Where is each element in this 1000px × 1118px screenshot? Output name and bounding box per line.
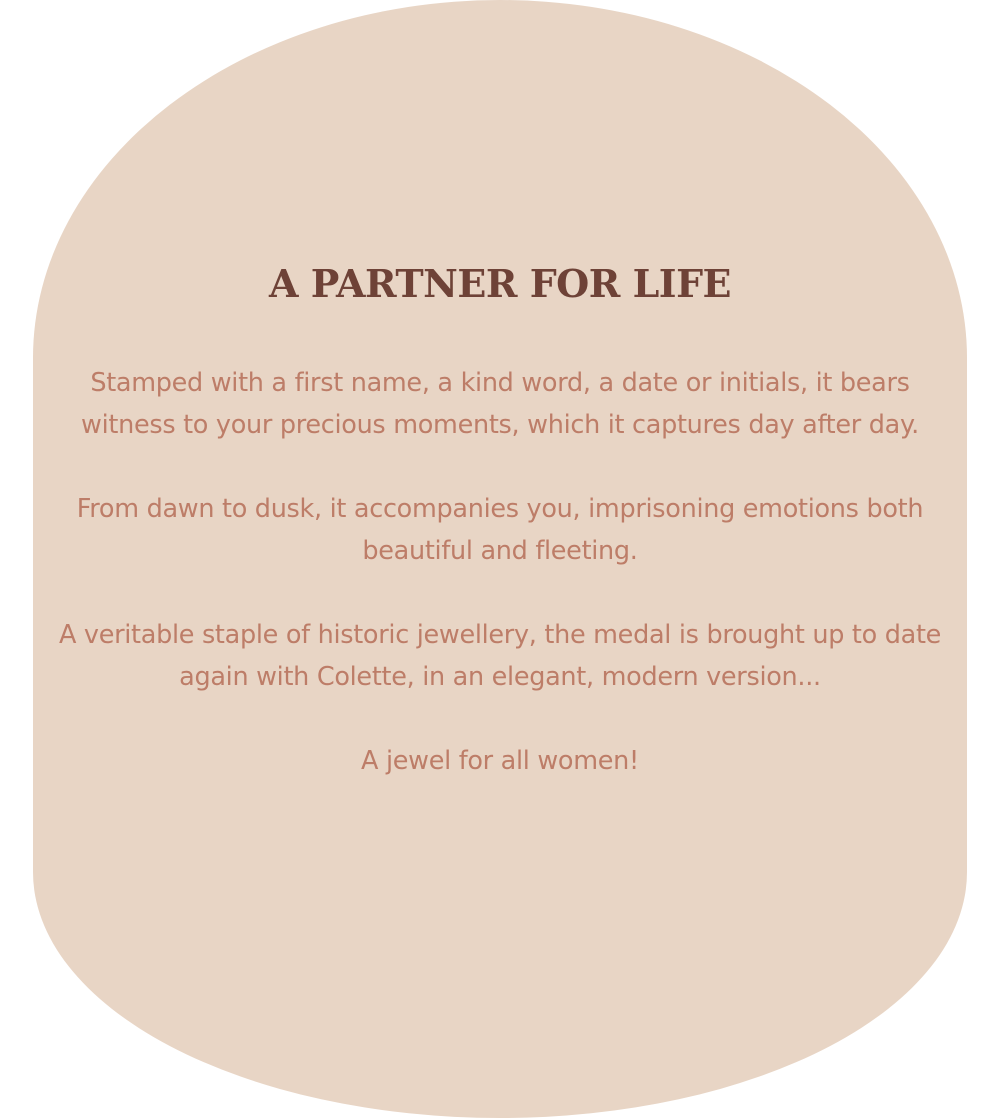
- card-paragraph-1: Stamped with a first name, a kind word, a date or initials, it bears witness to your precious moments, which it captures day after day.: [81, 368, 919, 440]
- card-paragraph-3: A veritable staple of historic jewellery, the medal is brought up to date again with Colette, in an elegant, modern version...: [58, 620, 942, 692]
- card-paragraph-4: A jewel for all women!: [361, 746, 639, 776]
- card-paragraph-2: From dawn to dusk, it accompanies you, imprisoning emotions both beautiful and fleeting.: [76, 494, 924, 566]
- content-card: [55, 258, 945, 824]
- card-title: A PARTNER FOR LIFE: [268, 261, 732, 306]
